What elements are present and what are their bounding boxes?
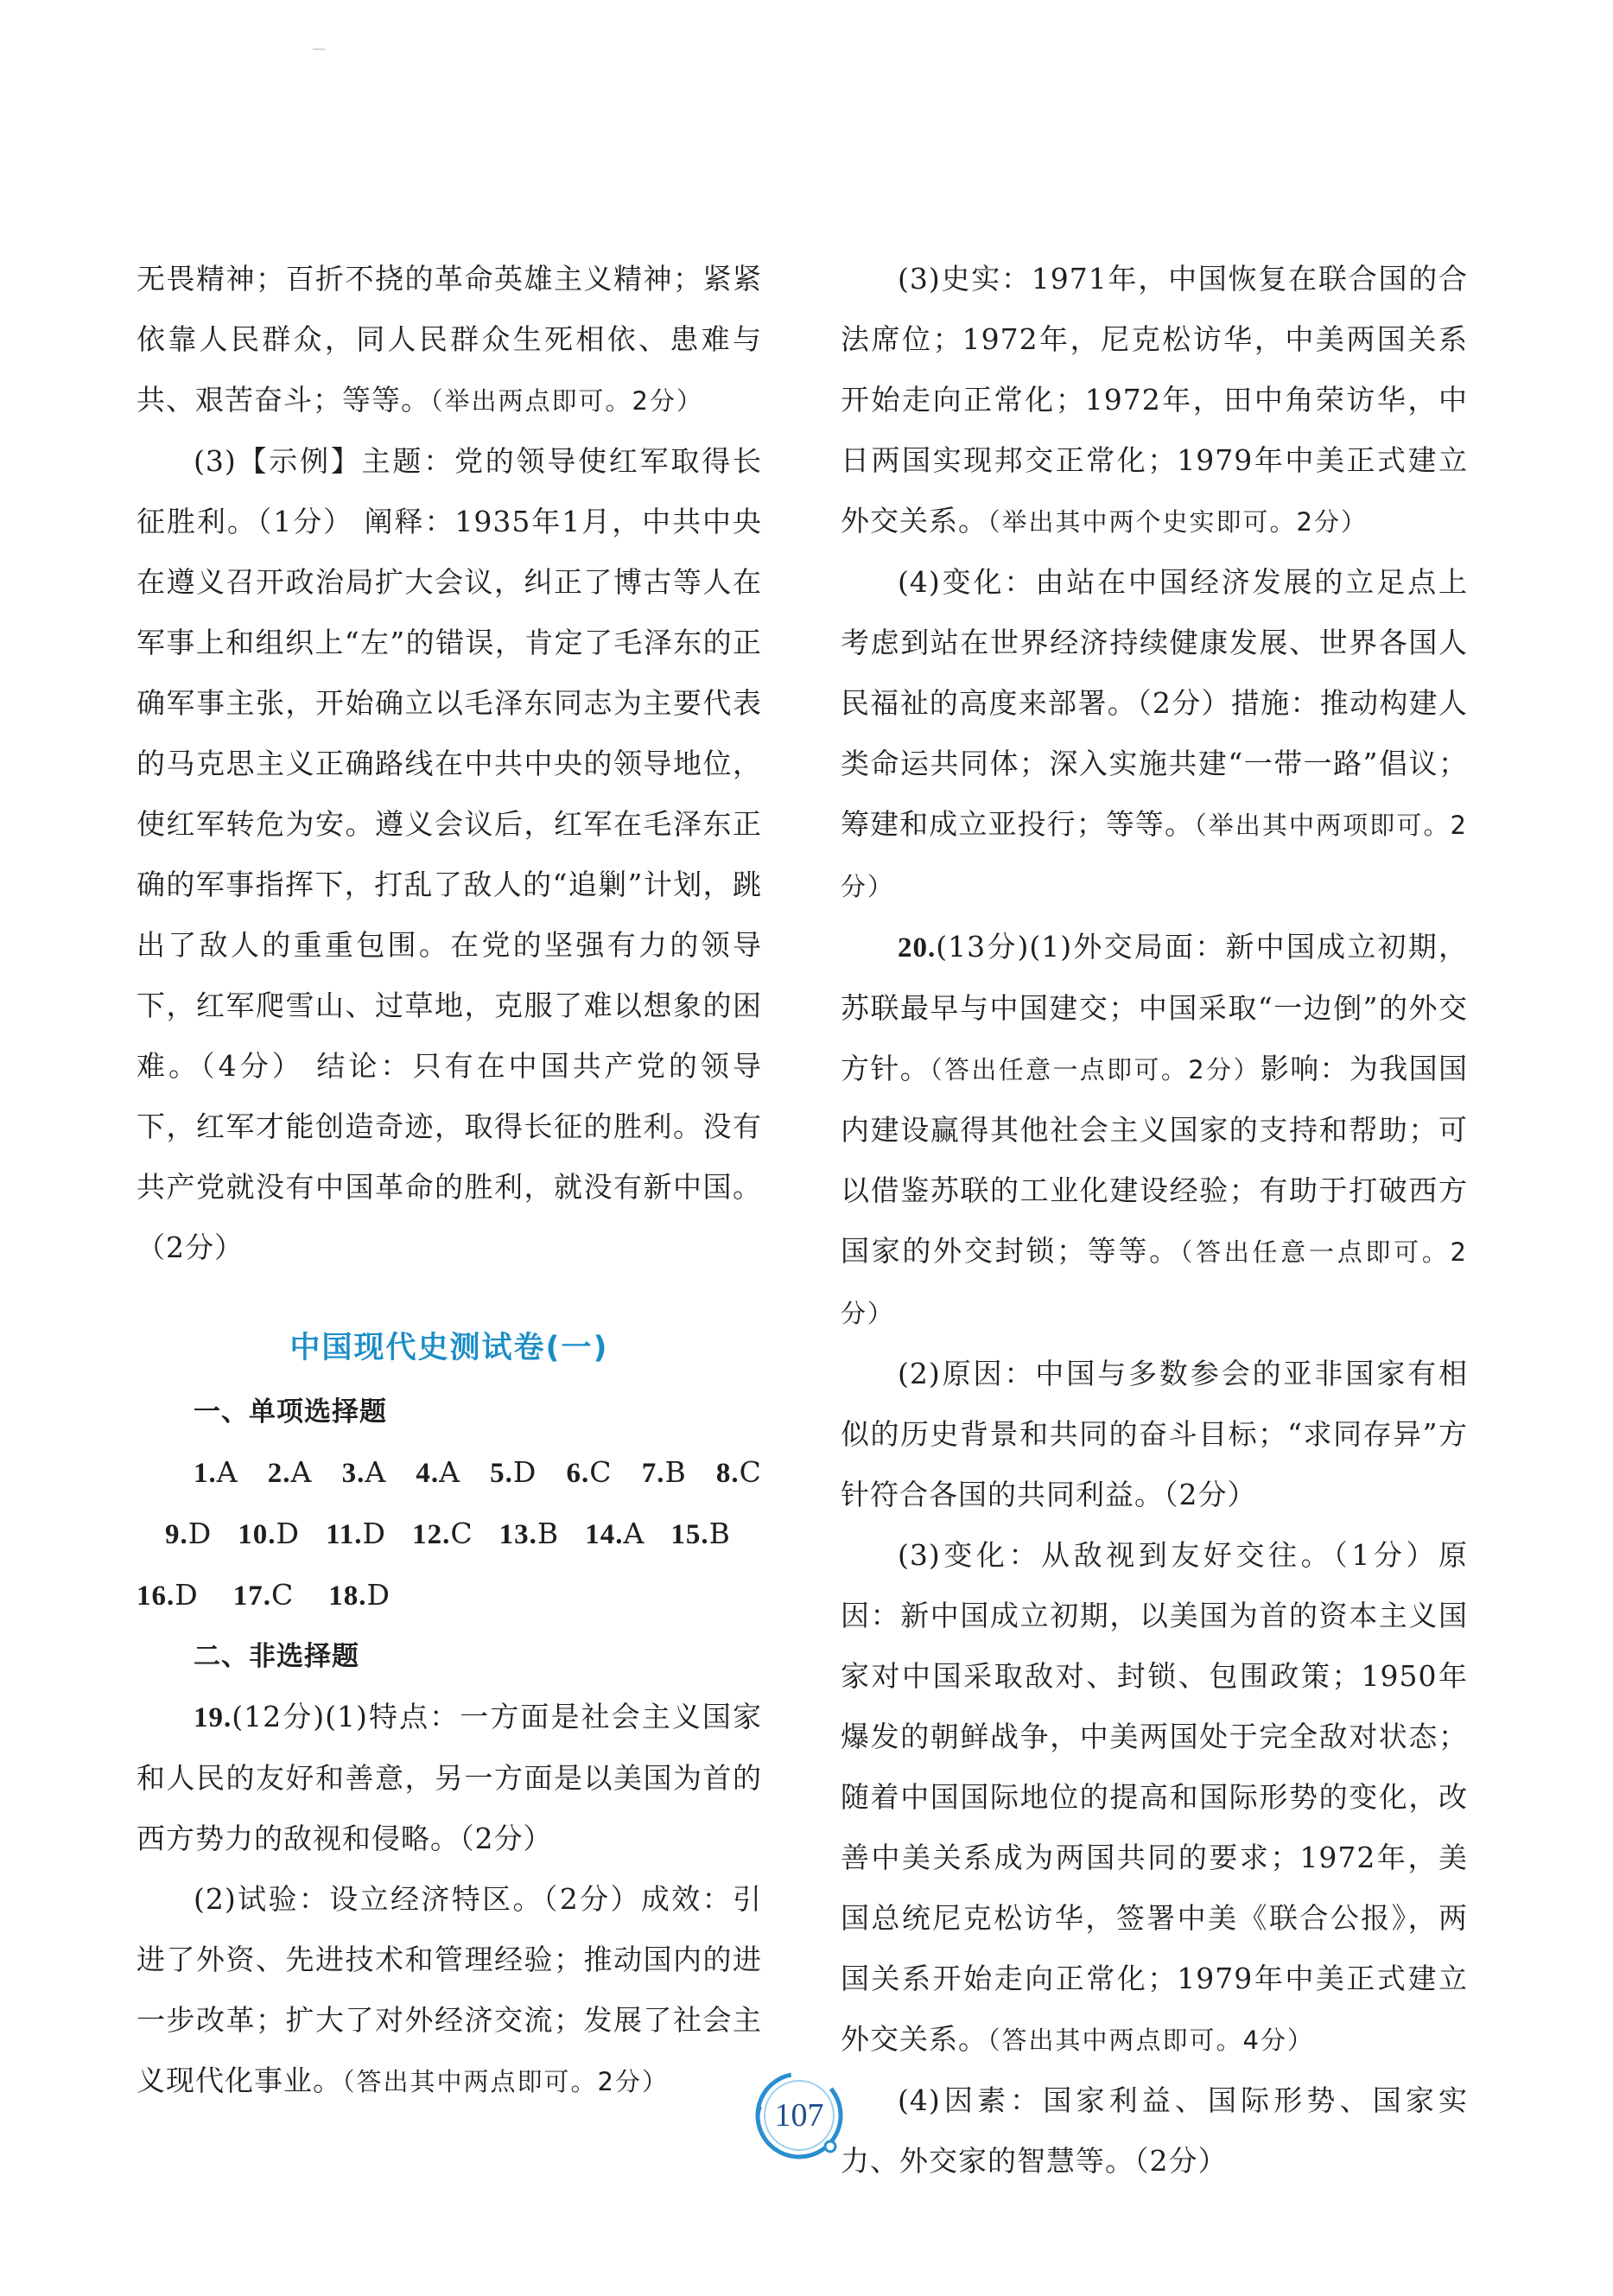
- heading-non-choice: 二、非选择题: [194, 1641, 359, 1672]
- answer-key: [137, 1442, 762, 1626]
- answer-item: 5.D: [490, 1455, 537, 1489]
- answer-item: 16.D: [137, 1578, 199, 1612]
- answer-row-3: [137, 1565, 762, 1626]
- page-number-badge: [747, 2064, 851, 2167]
- paragraph-long-march: (3)【示例】主题：党的领导使红军取得长征胜利。（1分） 阐释：1935年1月，中共中央在遵义召开政治局扩大会议，纠正了博古等人在军事上和组织上“左”的错误，肯定了毛泽东的正确军事主张，开始确立以毛泽东同志为主要代表的马克思主义正确路线在中共中央的领导地位，使红军转危为安。遵义会议后，红军在毛泽东正确的军事指挥下，打乱了敌人的“追剿”计划，跳出了敌人的重重包围。在党的坚强有力的领导下，红军爬雪山、过草地，克服了难以想象的困难。（4分） 结论：只有在中国共产党的领导下，红军才能创造奇迹，取得长征的胜利。没有共产党就没有中国革命的胜利，就没有新中国。（2分）: [137, 444, 762, 1264]
- answer-item: 11.D: [326, 1517, 386, 1550]
- answer-row-1: [137, 1442, 762, 1504]
- question-20-part-2: (2)原因：中国与多数参会的亚非国家有相似的历史背景和共同的奋斗目标；“求同存异”方针符合各国的共同利益。（2分）: [841, 1357, 1468, 1511]
- answer-item: 9.D: [165, 1517, 213, 1550]
- question-19-part-2: (2)试验：设立经济特区。（2分）成效：引进了外资、先进技术和管理经验；推动国内的进一步改革；扩大了对外经济交流；发展了社会主义现代化事业。（答出其中两点即可。2分）: [137, 1882, 762, 2097]
- section-title: 中国现代史测试卷(一): [289, 1331, 609, 1365]
- answer-item: 17.C: [232, 1578, 295, 1612]
- page-number: 107: [774, 2097, 824, 2134]
- question-20: 20.(13分)(1)外交局面：新中国成立初期，苏联最早与中国建交；中国采取“一边倒”的外交方针。（答出任意一点即可。2分）影响：为我国国内建设赢得其他社会主义国家的支持和帮助；可以借鉴苏联的工业化建设经验；有助于打破西方国家的外交封锁；等等。（答出任意一点即可。2分）: [841, 930, 1469, 1328]
- answer-item: 18.D: [328, 1578, 391, 1612]
- paragraph-spirit: 无畏精神；百折不挠的革命英雄主义精神；紧紧依靠人民群众，同人民群众生死相依、患难与共、艰苦奋斗；等等。（举出两点即可。2分）: [137, 262, 762, 417]
- answer-item: 1.A: [194, 1455, 238, 1489]
- question-20-part-4: (4)因素：国家利益、国际形势、国家实力、外交家的智慧等。（2分）: [841, 2083, 1468, 2178]
- right-column: [841, 249, 1468, 2191]
- question-19: 19.(12分)(1)特点：一方面是社会主义国家和人民的友好和善意，另一方面是以美国为首的西方势力的敌视和侵略。（2分）: [137, 1700, 762, 1855]
- answer-item: 8.C: [715, 1455, 762, 1489]
- paragraph-facts: (3)史实：1971年，中国恢复在联合国的合法席位；1972年，尼克松访华，中美两国关系开始走向正常化；1972年，田中角荣访华，中日两国实现邦交正常化；1979年中美正式建立外交关系。（举出其中两个史实即可。2分）: [841, 262, 1468, 537]
- answer-item: 4.A: [416, 1455, 460, 1489]
- answer-item: 13.B: [499, 1517, 560, 1550]
- answer-row-2: [137, 1504, 762, 1565]
- question-20-part-3: (3)变化：从敌视到友好交往。（1分）原因：新中国成立初期，以美国为首的资本主义国家对中国采取敌对、封锁、包围政策；1950年爆发的朝鲜战争，中美两国处于完全敌对状态；随着中国国际地位的提高和国际形势的变化，改善中美关系成为两国共同的要求；1972年，美国总统尼克松访华，签署中美《联合公报》，两国关系开始走向正常化；1979年中美正式建立外交关系。（答出其中两点即可。4分）: [841, 1538, 1468, 2056]
- answer-item: 10.D: [238, 1517, 301, 1550]
- answer-item: 12.C: [412, 1517, 473, 1550]
- paragraph-change: (4)变化：由站在中国经济发展的立足点上考虑到站在世界经济持续健康发展、世界各国人民福祉的高度来部署。（2分）措施：推动构建人类命运共同体；深入实施共建“一带一路”倡议；筹建和成立亚投行；等等。（举出其中两项即可。2分）: [841, 565, 1469, 901]
- answer-item: 2.A: [267, 1455, 313, 1489]
- answer-item: 7.B: [641, 1455, 687, 1489]
- heading-single-choice: 一、单项选择题: [194, 1396, 387, 1428]
- left-column: [137, 249, 762, 2112]
- answer-item: 14.A: [585, 1517, 645, 1550]
- scan-mark: [313, 48, 325, 50]
- answer-item: 6.C: [566, 1455, 613, 1489]
- answer-item: 3.A: [341, 1455, 387, 1489]
- answer-item: 15.B: [670, 1517, 731, 1550]
